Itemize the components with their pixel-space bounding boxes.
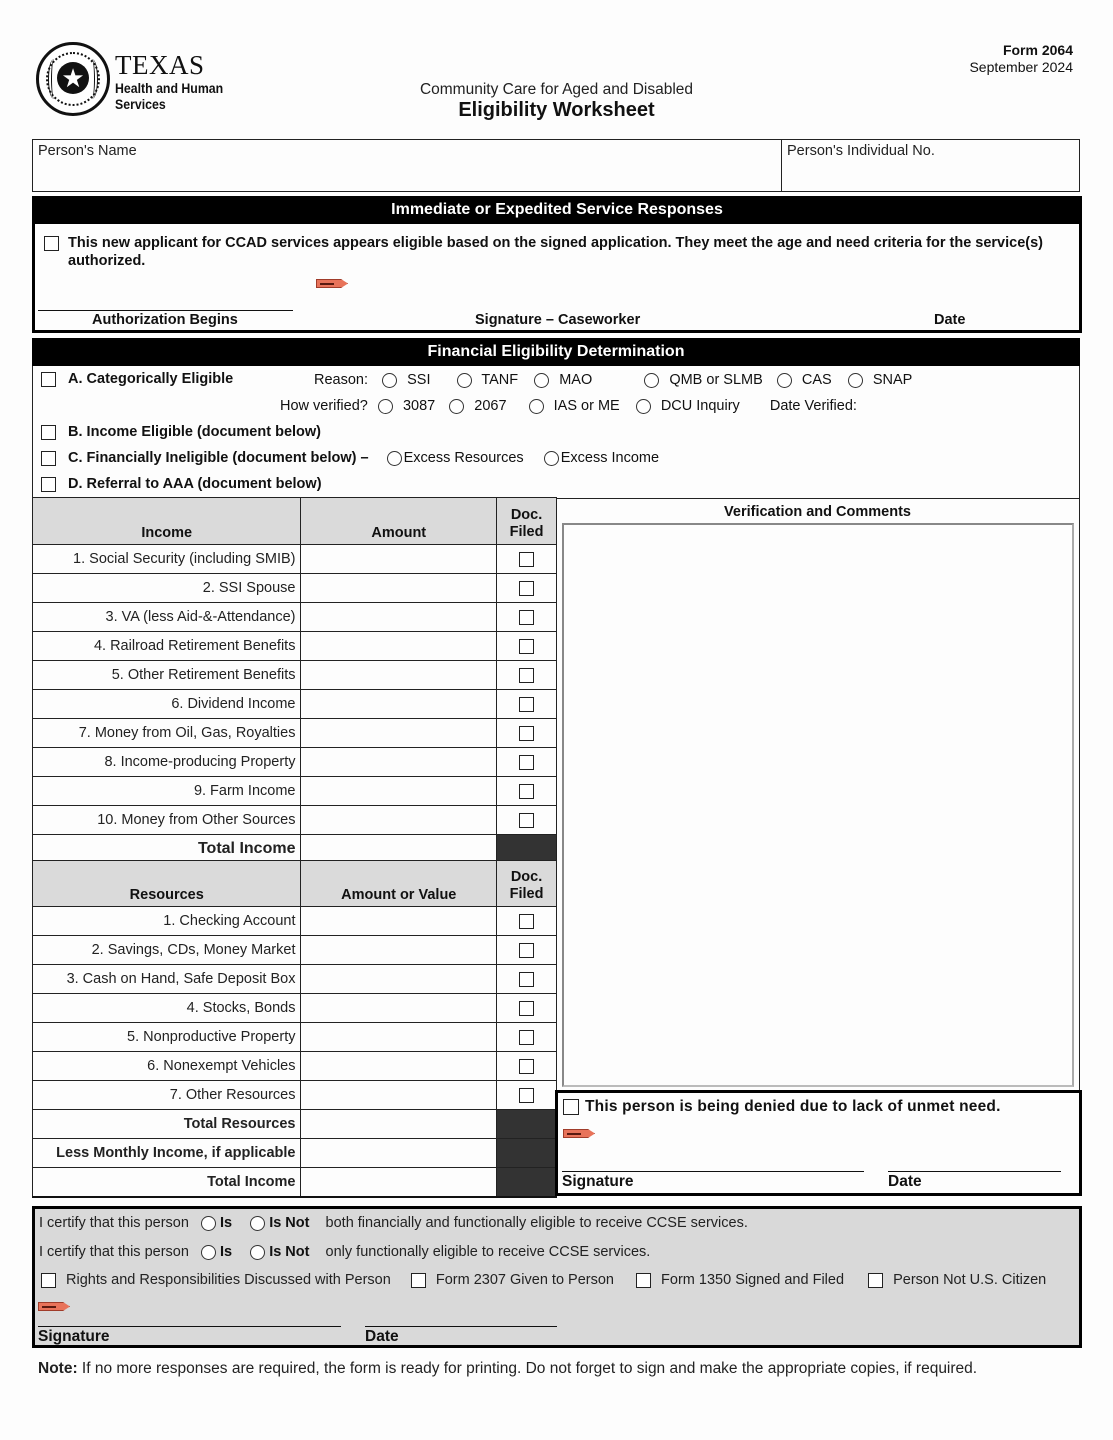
form-1350-checkbox[interactable] [636,1273,651,1288]
sign-here-flag-icon[interactable] [316,279,348,288]
verification-section [556,498,1080,1093]
certify-row-2 [39,1244,650,1260]
form-2307-checkbox[interactable] [411,1273,426,1288]
categorically-eligible-checkbox[interactable] [41,372,56,387]
income-label: 5. Other Retirement Benefits [33,661,301,690]
verified-ias-label: IAS or ME [553,398,620,414]
immediate-eligibility-statement [44,234,1054,270]
excess-resources-radio[interactable] [387,451,402,466]
verification-title: Verification and Comments [724,504,911,520]
amount-input[interactable] [301,806,497,835]
reason-qmb-radio[interactable] [644,373,659,388]
income-table [32,497,557,864]
resource-label: 5. Nonproductive Property [33,1023,301,1052]
financial-options [32,366,1080,498]
resource-label: 1. Checking Account [33,907,301,936]
reason-snap-label: SNAP [872,372,913,388]
income-label: 3. VA (less Aid-&-Attendance) [33,603,301,632]
table-row [33,719,557,748]
amount-input[interactable] [301,748,497,777]
doc-filed-checkbox[interactable] [519,1001,534,1016]
reason-group [314,372,912,388]
certify-2-is-not-radio[interactable] [250,1245,265,1260]
value-input[interactable] [301,936,497,965]
reason-qmb-label: QMB or SLMB [669,372,763,388]
table-row [33,1081,557,1110]
amount-value-col-header: Amount or Value [301,861,497,907]
denial-statement [563,1098,1001,1116]
verified-dcu-label: DCU Inquiry [660,398,740,414]
certify-line1-suffix: both financially and functionally eligible to receive CCSE services. [325,1215,748,1231]
table-row [33,545,557,574]
doc-header-line2: Filed [509,886,544,902]
table-row [33,936,557,965]
immediate-date-label: Date [934,312,966,328]
denial-statement-text: This person is being denied due to lack of unmet need. [585,1098,1001,1115]
footer-note [38,1360,977,1378]
option-a-row [41,371,233,387]
not-citizen-label: Person Not U.S. Citizen [893,1272,1047,1288]
doc-filed-checkbox[interactable] [519,1059,534,1074]
star-icon: ★ [57,62,89,94]
doc-filed-checkbox[interactable] [519,784,534,799]
shaded-cell [497,1168,557,1197]
doc-filed-checkbox[interactable] [519,697,534,712]
table-row [33,690,557,719]
table-row [33,632,557,661]
referral-aaa-checkbox[interactable] [41,477,56,492]
resources-col-header: Resources [33,861,301,907]
total-resources-input[interactable] [301,1110,497,1139]
certify-prefix: I certify that this person [39,1244,189,1260]
income-label: 7. Money from Oil, Gas, Royalties [33,719,301,748]
immediate-statement-text: This new applicant for CCAD services appears eligible based on the signed application. They meet the age and need criteria for the service(s) authorized. [68,235,1043,269]
agency-name-line1: Health and Human [115,80,224,96]
doc-filed-checkbox[interactable] [519,726,534,741]
doc-filed-checkbox[interactable] [519,1030,534,1045]
doc-filed-checkbox[interactable] [519,755,534,770]
value-input[interactable] [301,965,497,994]
income-label: 1. Social Security (including SMIB) [33,545,301,574]
sign-here-flag-icon[interactable] [563,1129,595,1138]
table-row [33,748,557,777]
option-b-row [41,424,321,440]
certify-date-label: Date [365,1328,399,1345]
reason-snap-radio[interactable] [848,373,863,388]
is-not-label: Is Not [269,1244,310,1260]
table-row [33,965,557,994]
table-row [33,994,557,1023]
amount-input[interactable] [301,690,497,719]
person-info-row [32,139,1080,192]
amount-input[interactable] [301,603,497,632]
doc-filed-checkbox[interactable] [519,943,534,958]
doc-filed-checkbox[interactable] [519,813,534,828]
doc-filed-checkbox[interactable] [519,1088,534,1103]
amount-input[interactable] [301,719,497,748]
program-name [0,81,1113,99]
verified-ias-radio[interactable] [529,399,544,414]
resource-label: 2. Savings, CDs, Money Market [33,936,301,965]
doc-filed-checkbox[interactable] [519,610,534,625]
certify-2-is-radio[interactable] [201,1245,216,1260]
doc-filed-checkbox[interactable] [519,552,534,567]
immediate-section-title: Immediate or Expedited Service Responses [32,196,1082,224]
total-resources-label: Total Resources [33,1110,301,1139]
certify-line2-suffix: only functionally eligible to receive CCSE services. [325,1244,651,1260]
value-input[interactable] [301,907,497,936]
certify-row-1 [39,1215,748,1231]
program-name-text: Community Care for Aged and Disabled [419,81,694,98]
reason-ssi-radio[interactable] [382,373,397,388]
table-row [33,907,557,936]
income-label: 6. Dividend Income [33,690,301,719]
form-number: Form 2064 [1002,42,1073,58]
verified-2067-label: 2067 [474,398,507,414]
table-row [33,777,557,806]
certify-checks-row [41,1272,1046,1288]
denial-date-line [888,1171,1061,1172]
value-input[interactable] [301,1081,497,1110]
certification-section [32,1206,1082,1348]
note-text: If no more responses are required, the form is ready for printing. Do not forget to sign and make the appropriate copies, if required. [77,1360,978,1377]
amount-input[interactable] [301,574,497,603]
how-verified-label: How verified? [280,398,368,414]
income-label: 2. SSI Spouse [33,574,301,603]
reason-ssi-label: SSI [407,372,431,388]
authorization-line [38,310,293,311]
resource-label: 4. Stocks, Bonds [33,994,301,1023]
denial-signature-line [562,1171,864,1172]
option-d-row [41,476,322,492]
doc-header-line2: Filed [509,524,544,540]
income-label: 10. Money from Other Sources [33,806,301,835]
doc-filed-checkbox[interactable] [519,914,534,929]
reason-mao-radio[interactable] [534,373,549,388]
verified-2067-radio[interactable] [449,399,464,414]
immediate-service-section [32,196,1082,333]
form-1350-label: Form 1350 Signed and Filed [661,1272,845,1288]
page-title-text: Eligibility Worksheet [458,99,655,121]
reason-tanf-radio[interactable] [457,373,472,388]
reason-cas-radio[interactable] [777,373,792,388]
resource-label: 3. Cash on Hand, Safe Deposit Box [33,965,301,994]
is-label: Is [220,1244,233,1260]
date-verified-label: Date Verified: [769,398,857,414]
amount-input[interactable] [301,777,497,806]
amount-col-header: Amount [301,498,497,545]
table-row [33,603,557,632]
certify-date-line [365,1326,557,1327]
certify-1-is-radio[interactable] [201,1216,216,1231]
is-label: Is [220,1215,233,1231]
shaded-cell [497,1110,557,1139]
form-date: September 2024 [969,59,1073,75]
person-name-label: Person's Name [38,143,137,159]
denied-checkbox[interactable] [563,1099,579,1115]
rights-discussed-checkbox[interactable] [41,1273,56,1288]
resource-label: 7. Other Resources [33,1081,301,1110]
person-id-label: Person's Individual No. [787,143,935,159]
verification-comments-textarea[interactable] [562,523,1074,1087]
resources-total-income-input[interactable] [301,1168,497,1197]
income-label: 8. Income-producing Property [33,748,301,777]
certify-1-is-not-radio[interactable] [250,1216,265,1231]
denial-section [555,1090,1082,1196]
doc-filed-checkbox[interactable] [519,668,534,683]
table-row [33,1023,557,1052]
person-id-field[interactable] [782,140,1079,191]
excess-income-radio[interactable] [544,451,559,466]
amount-input[interactable] [301,661,497,690]
less-monthly-row [33,1139,557,1168]
immediate-eligible-checkbox[interactable] [44,236,59,251]
verified-3087-label: 3087 [402,398,436,414]
rights-discussed-label: Rights and Responsibilities Discussed with Person [66,1272,391,1288]
financial-section-title: Financial Eligibility Determination [32,338,1080,366]
certify-prefix: I certify that this person [39,1215,189,1231]
resources-header-row [33,861,557,907]
financially-ineligible-label: C. Financially Ineligible (document below) – [68,450,369,466]
income-eligible-checkbox[interactable] [41,425,56,440]
categorically-eligible-label: A. Categorically Eligible [68,371,234,387]
value-input[interactable] [301,994,497,1023]
resources-total-income-label: Total Income [33,1168,301,1197]
income-header-row [33,498,557,545]
referral-aaa-label: D. Referral to AAA (document below) [68,476,322,492]
income-label: 4. Railroad Retirement Benefits [33,632,301,661]
total-income-label: Total Income [33,835,301,864]
form-2307-label: Form 2307 Given to Person [435,1272,614,1288]
reason-label: Reason: [314,372,369,388]
doc-header-line1: Doc. [510,507,543,523]
financial-eligibility-section [32,338,1082,1196]
denial-date-label: Date [888,1173,922,1190]
income-label: 9. Farm Income [33,777,301,806]
note-label: Note: [38,1360,78,1377]
shaded-cell [497,1139,557,1168]
form-number-block [969,42,1073,76]
resources-table [32,860,557,1198]
resource-label: 6. Nonexempt Vehicles [33,1052,301,1081]
amount-input[interactable] [301,632,497,661]
doc-header-line1: Doc. [510,869,543,885]
doc-filed-checkbox[interactable] [519,639,534,654]
reason-cas-label: CAS [801,372,832,388]
doc-filed-col-header [497,861,557,907]
resources-total-income-row [33,1168,557,1197]
value-input[interactable] [301,1052,497,1081]
certify-signature-label: Signature [38,1328,110,1345]
verified-dcu-radio[interactable] [636,399,651,414]
table-row [33,574,557,603]
option-c-row [41,450,659,466]
less-monthly-label: Less Monthly Income, if applicable [33,1139,301,1168]
less-monthly-input[interactable] [301,1139,497,1168]
how-verified-group [280,398,857,414]
caseworker-signature-label: Signature – Caseworker [475,312,641,328]
amount-input[interactable] [301,545,497,574]
certify-signature-line [38,1326,341,1327]
agency-name-line2: Services [115,96,166,112]
agency-state: TEXAS [115,50,205,80]
sign-here-flag-icon[interactable] [38,1302,70,1311]
table-row [33,661,557,690]
total-resources-row [33,1110,557,1139]
excess-income-label: Excess Income [560,450,660,466]
person-name-field[interactable] [33,140,782,191]
reason-mao-label: MAO [559,372,593,388]
doc-filed-checkbox[interactable] [519,581,534,596]
page-title [0,99,1113,122]
reason-tanf-label: TANF [481,372,519,388]
value-input[interactable] [301,1023,497,1052]
table-row [33,1052,557,1081]
verified-3087-radio[interactable] [378,399,393,414]
table-row [33,806,557,835]
doc-filed-checkbox[interactable] [519,972,534,987]
income-eligible-label: B. Income Eligible (document below) [68,424,321,440]
authorization-begins-label: Authorization Begins [92,312,238,328]
denial-signature-label: Signature [562,1173,634,1190]
doc-filed-col-header [497,498,557,545]
financially-ineligible-checkbox[interactable] [41,451,56,466]
not-citizen-checkbox[interactable] [868,1273,883,1288]
is-not-label: Is Not [269,1215,310,1231]
income-col-header: Income [33,498,301,545]
excess-resources-label: Excess Resources [403,450,524,466]
